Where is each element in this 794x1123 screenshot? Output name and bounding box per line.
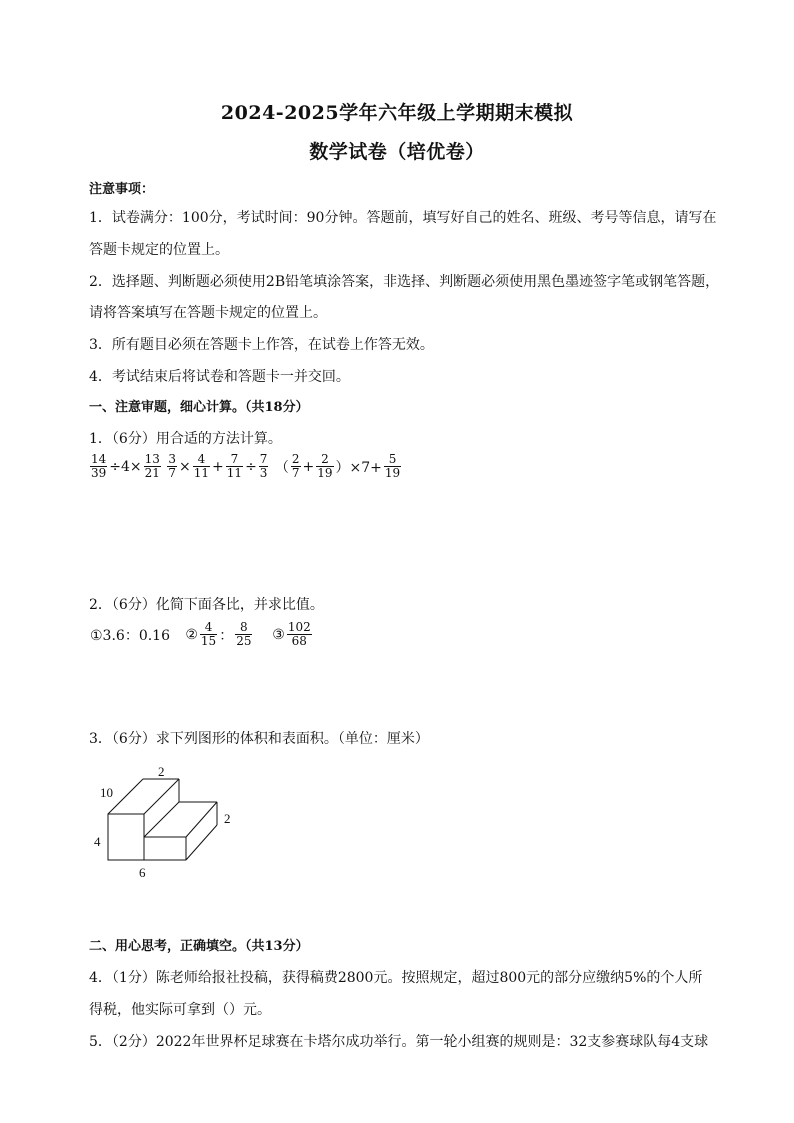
fraction: $\frac{2}{19}$ — [317, 452, 333, 480]
question-4-line-1: 4．（1分）陈老师给报社投稿，获得稿费2800元。按照规定，超过800元的部分应缴纳5%的个人所 — [89, 970, 703, 986]
label-left-top: 10 — [100, 785, 113, 800]
fraction: $\frac{7}{11}$ — [226, 452, 243, 480]
question-1-prompt: 1．（6分）用合适的方法计算。 — [89, 431, 282, 447]
note-1-line-2: 答题卡规定的位置上。 — [89, 242, 229, 258]
label-top: 2 — [158, 764, 165, 779]
fraction: $\frac{4}{11}$ — [193, 452, 210, 480]
question-1-expressions: $\frac{14}{39}$ ÷4× $\frac{13}{21}$ $\frac{3}{7}$ × $\frac{4}{11}$ + $\frac{7}{11}$ ÷ $\frac{7}{3}$ （ $\frac{2}{7}$ + $\frac{2}{19}$ ）×7+ $\frac{5}{19}$ — [91, 452, 401, 480]
exam-title: 2024-2025学年六年级上学期期末模拟 — [220, 102, 574, 124]
section-2-heading: 二、用心思考，正确填空。（共13分） — [89, 939, 309, 954]
fraction: $\frac{5}{19}$ — [384, 452, 401, 480]
exam-subtitle: 数学试卷（培优卷） — [309, 141, 485, 163]
note-1-line-1: 1．试卷满分：100分，考试时间：90分钟。答题前，填写好自己的姓名、班级、考号等信息，请写在 — [89, 210, 717, 226]
fraction: $\frac{102}{68}$ — [287, 620, 311, 648]
notes-heading: 注意事项： — [89, 182, 155, 197]
fraction: $\frac{8}{25}$ — [236, 620, 252, 648]
stepped-solid-figure — [90, 760, 250, 885]
label-right: 2 — [224, 811, 231, 826]
section-1-heading: 一、注意审题，细心计算。（共18分） — [89, 400, 309, 415]
question-2-expressions: ①3.6：0.16 ② $\frac{4}{15}$ ： $\frac{8}{25}$ ③ $\frac{102}{68}$ — [90, 620, 311, 648]
fraction: $\frac{3}{7}$ — [168, 452, 177, 480]
label-left: 4 — [94, 834, 101, 849]
note-3: 3．所有题目必须在答题卡上作答，在试卷上作答无效。 — [89, 337, 434, 353]
question-4-line-2: 得税，他实际可拿到（）元。 — [89, 1002, 271, 1018]
fraction: $\frac{14}{39}$ — [91, 452, 107, 480]
fraction: $\frac{4}{15}$ — [200, 620, 217, 648]
fraction: $\frac{7}{3}$ — [259, 452, 268, 480]
fraction: $\frac{13}{21}$ — [144, 452, 160, 480]
note-4: 4．考试结束后将试卷和答题卡一并交回。 — [89, 369, 350, 385]
question-5-line-1: 5．（2分）2022年世界杯足球赛在卡塔尔成功举行。第一轮小组赛的规则是：32支参赛球队每4支球 — [89, 1034, 709, 1050]
question-3-prompt: 3．（6分）求下列图形的体积和表面积。（单位：厘米） — [89, 731, 429, 747]
note-2-line-1: 2．选择题、判断题必须使用2B铅笔填涂答案，非选择、判断题必须使用黑色墨迹签字笔或钢笔答题， — [89, 274, 720, 290]
note-2-line-2: 请将答案填写在答题卡规定的位置上。 — [89, 305, 327, 321]
question-2-prompt: 2．（6分）化简下面各比，并求比值。 — [89, 597, 324, 613]
label-bottom: 6 — [139, 865, 146, 880]
fraction: $\frac{2}{7}$ — [291, 452, 300, 480]
